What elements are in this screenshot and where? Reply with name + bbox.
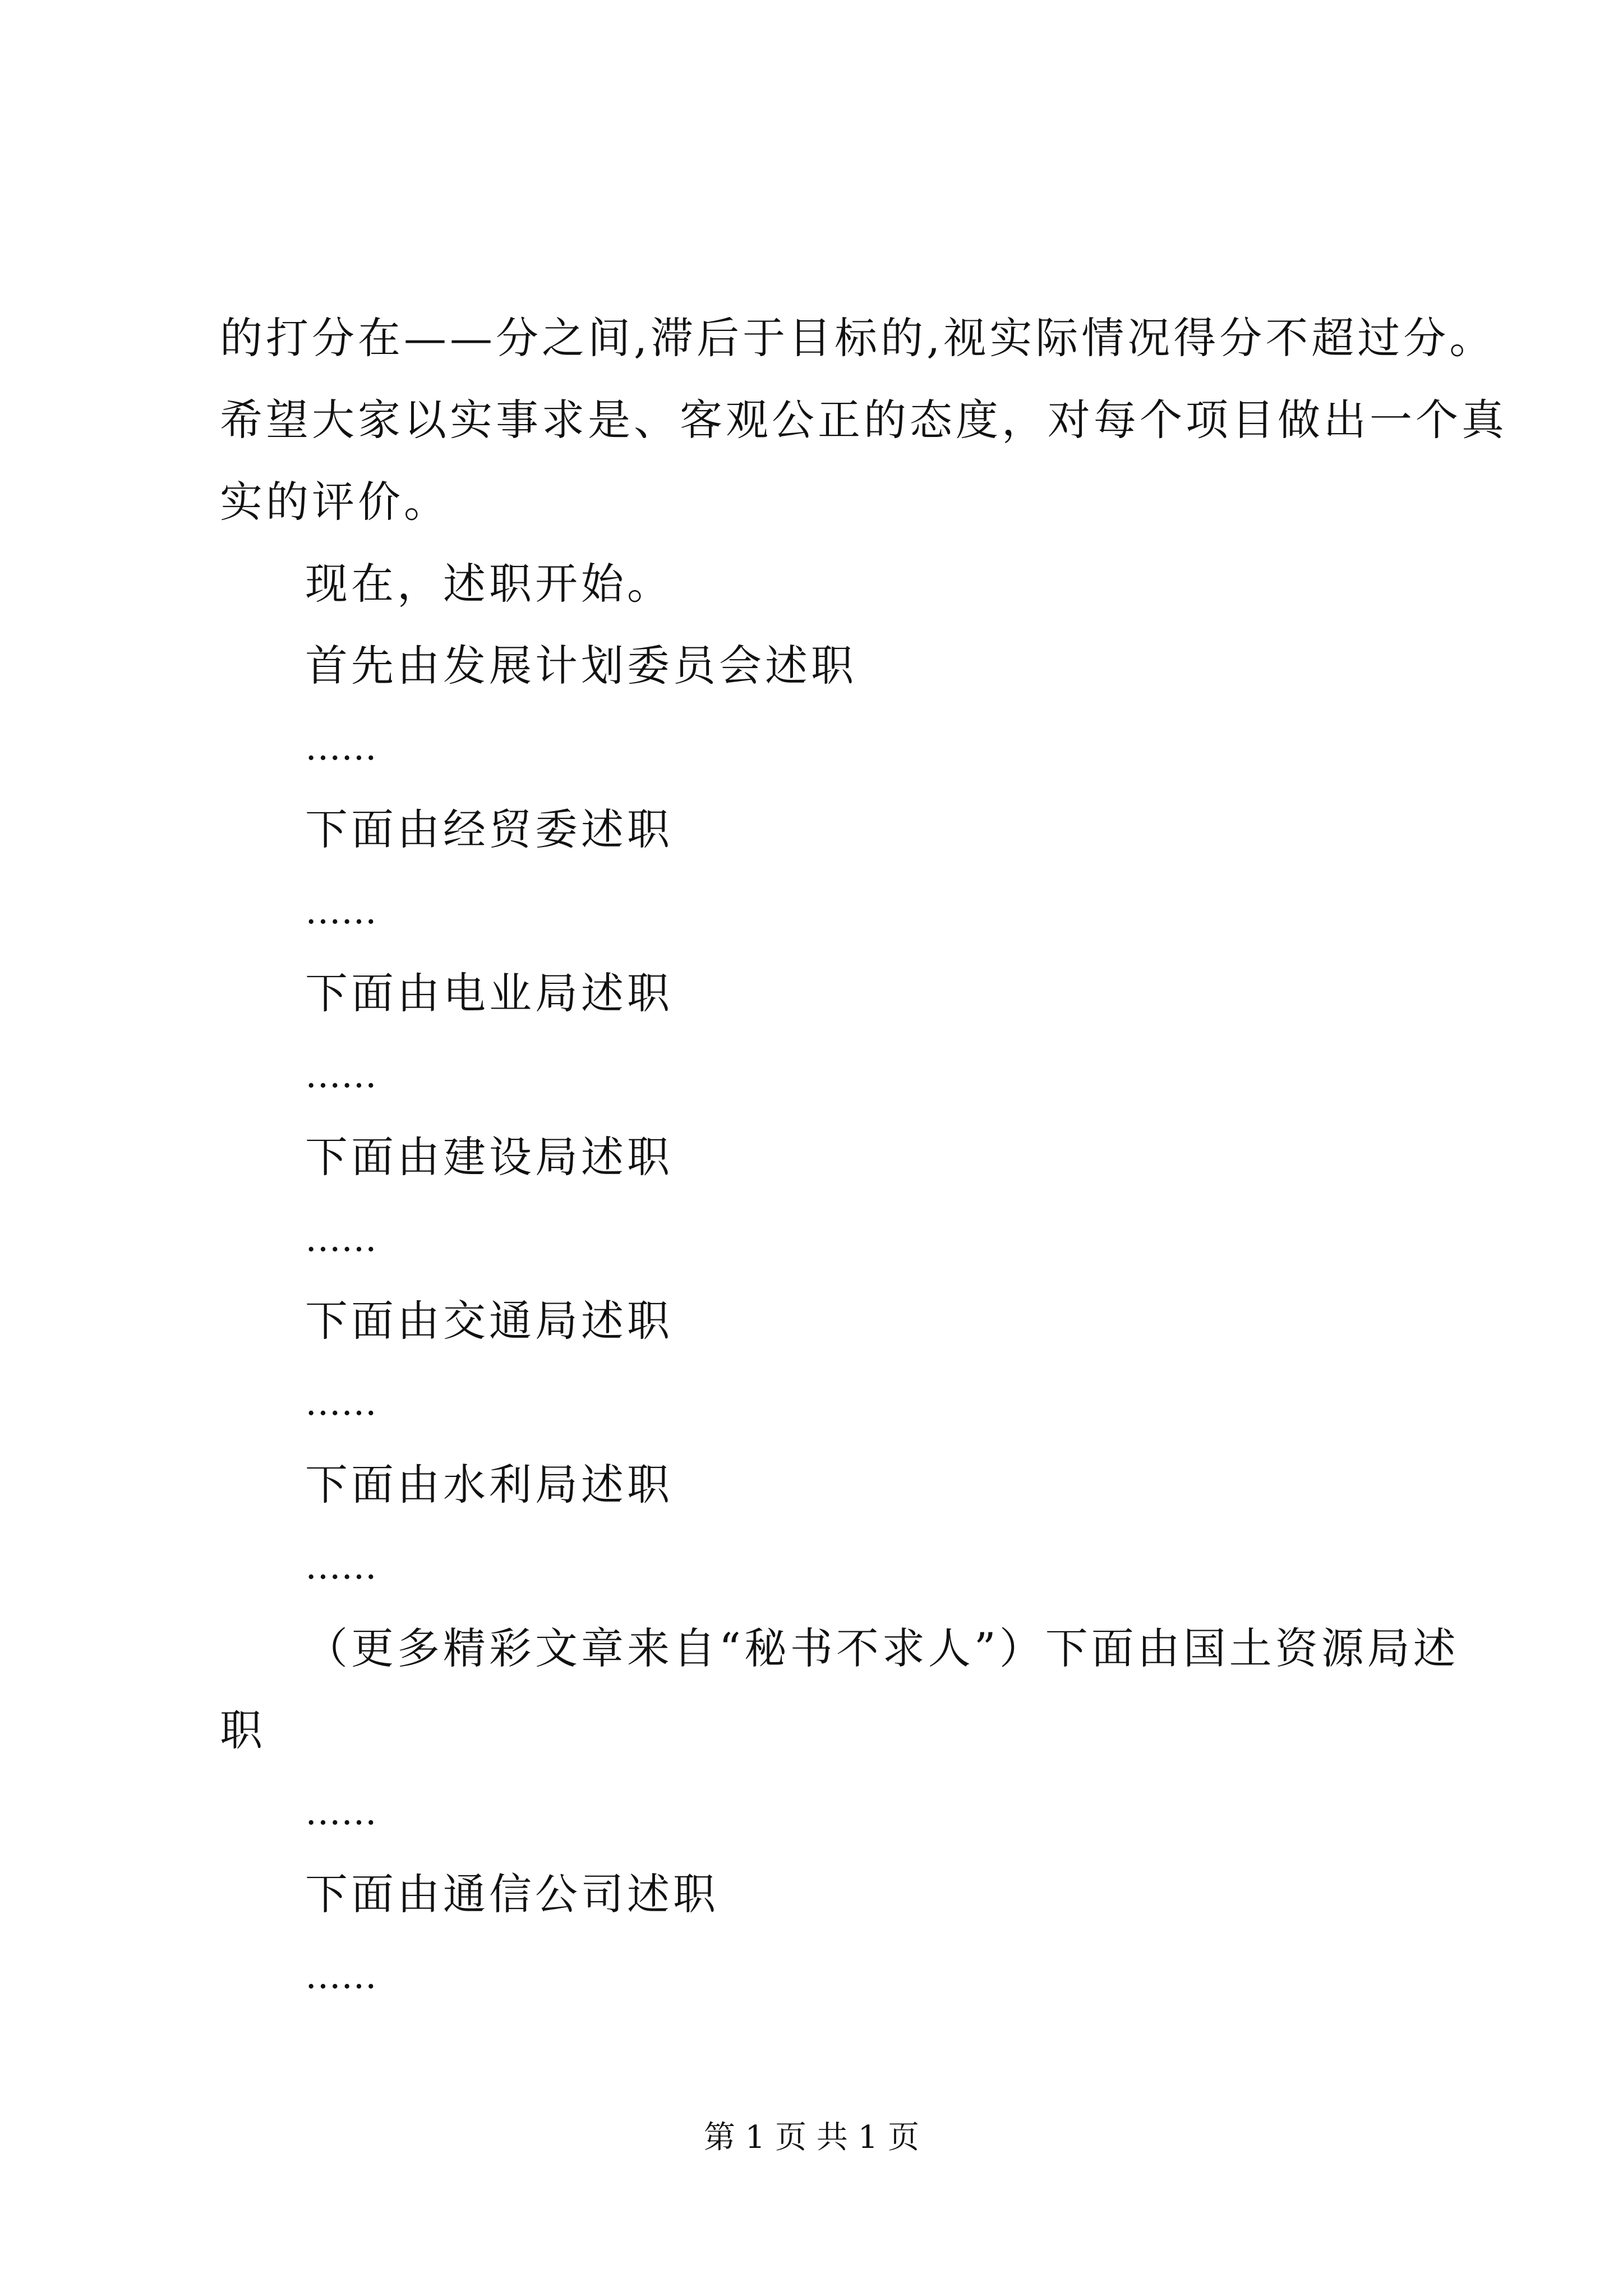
paragraph-line: 下面由通信公司述职: [305, 1869, 719, 1919]
page-footer: [0, 2118, 1623, 2157]
ellipsis-line: ……: [305, 1055, 377, 1096]
ellipsis-line: ……: [305, 1792, 377, 1833]
page-number: 第 1 页 共 1 页: [703, 2119, 920, 2156]
ellipsis-line: ……: [305, 1546, 377, 1588]
paragraph-line: 职: [220, 1705, 266, 1755]
ellipsis-line: ……: [305, 891, 377, 932]
paragraph-line: 希望大家以实事求是、客观公正的态度，对每个项目做出一个真: [220, 395, 1507, 445]
paragraph-line: 实的评价。: [220, 477, 450, 527]
ellipsis-line: ……: [305, 727, 377, 769]
paragraph-line: 现在，述职开始。: [305, 559, 673, 609]
ellipsis-line: ……: [305, 1955, 377, 1997]
paragraph-line: （更多精彩文章来自“秘书不求人”）下面由国土资源局述: [305, 1623, 1459, 1673]
paragraph-line: 下面由电业局述职: [305, 968, 673, 1018]
ellipsis-line: ……: [305, 1218, 377, 1260]
paragraph-line: 的打分在——分之间,滞后于目标的,视实际情况得分不超过分。: [220, 313, 1496, 363]
paragraph-line: 下面由建设局述职: [305, 1132, 673, 1182]
ellipsis-line: ……: [305, 1382, 377, 1424]
paragraph-line: 下面由经贸委述职: [305, 804, 673, 854]
paragraph-line: 首先由发展计划委员会述职: [305, 641, 857, 691]
paragraph-line: 下面由水利局述职: [305, 1460, 673, 1510]
document-body: [220, 297, 1507, 2017]
paragraph-line: 下面由交通局述职: [305, 1296, 673, 1346]
